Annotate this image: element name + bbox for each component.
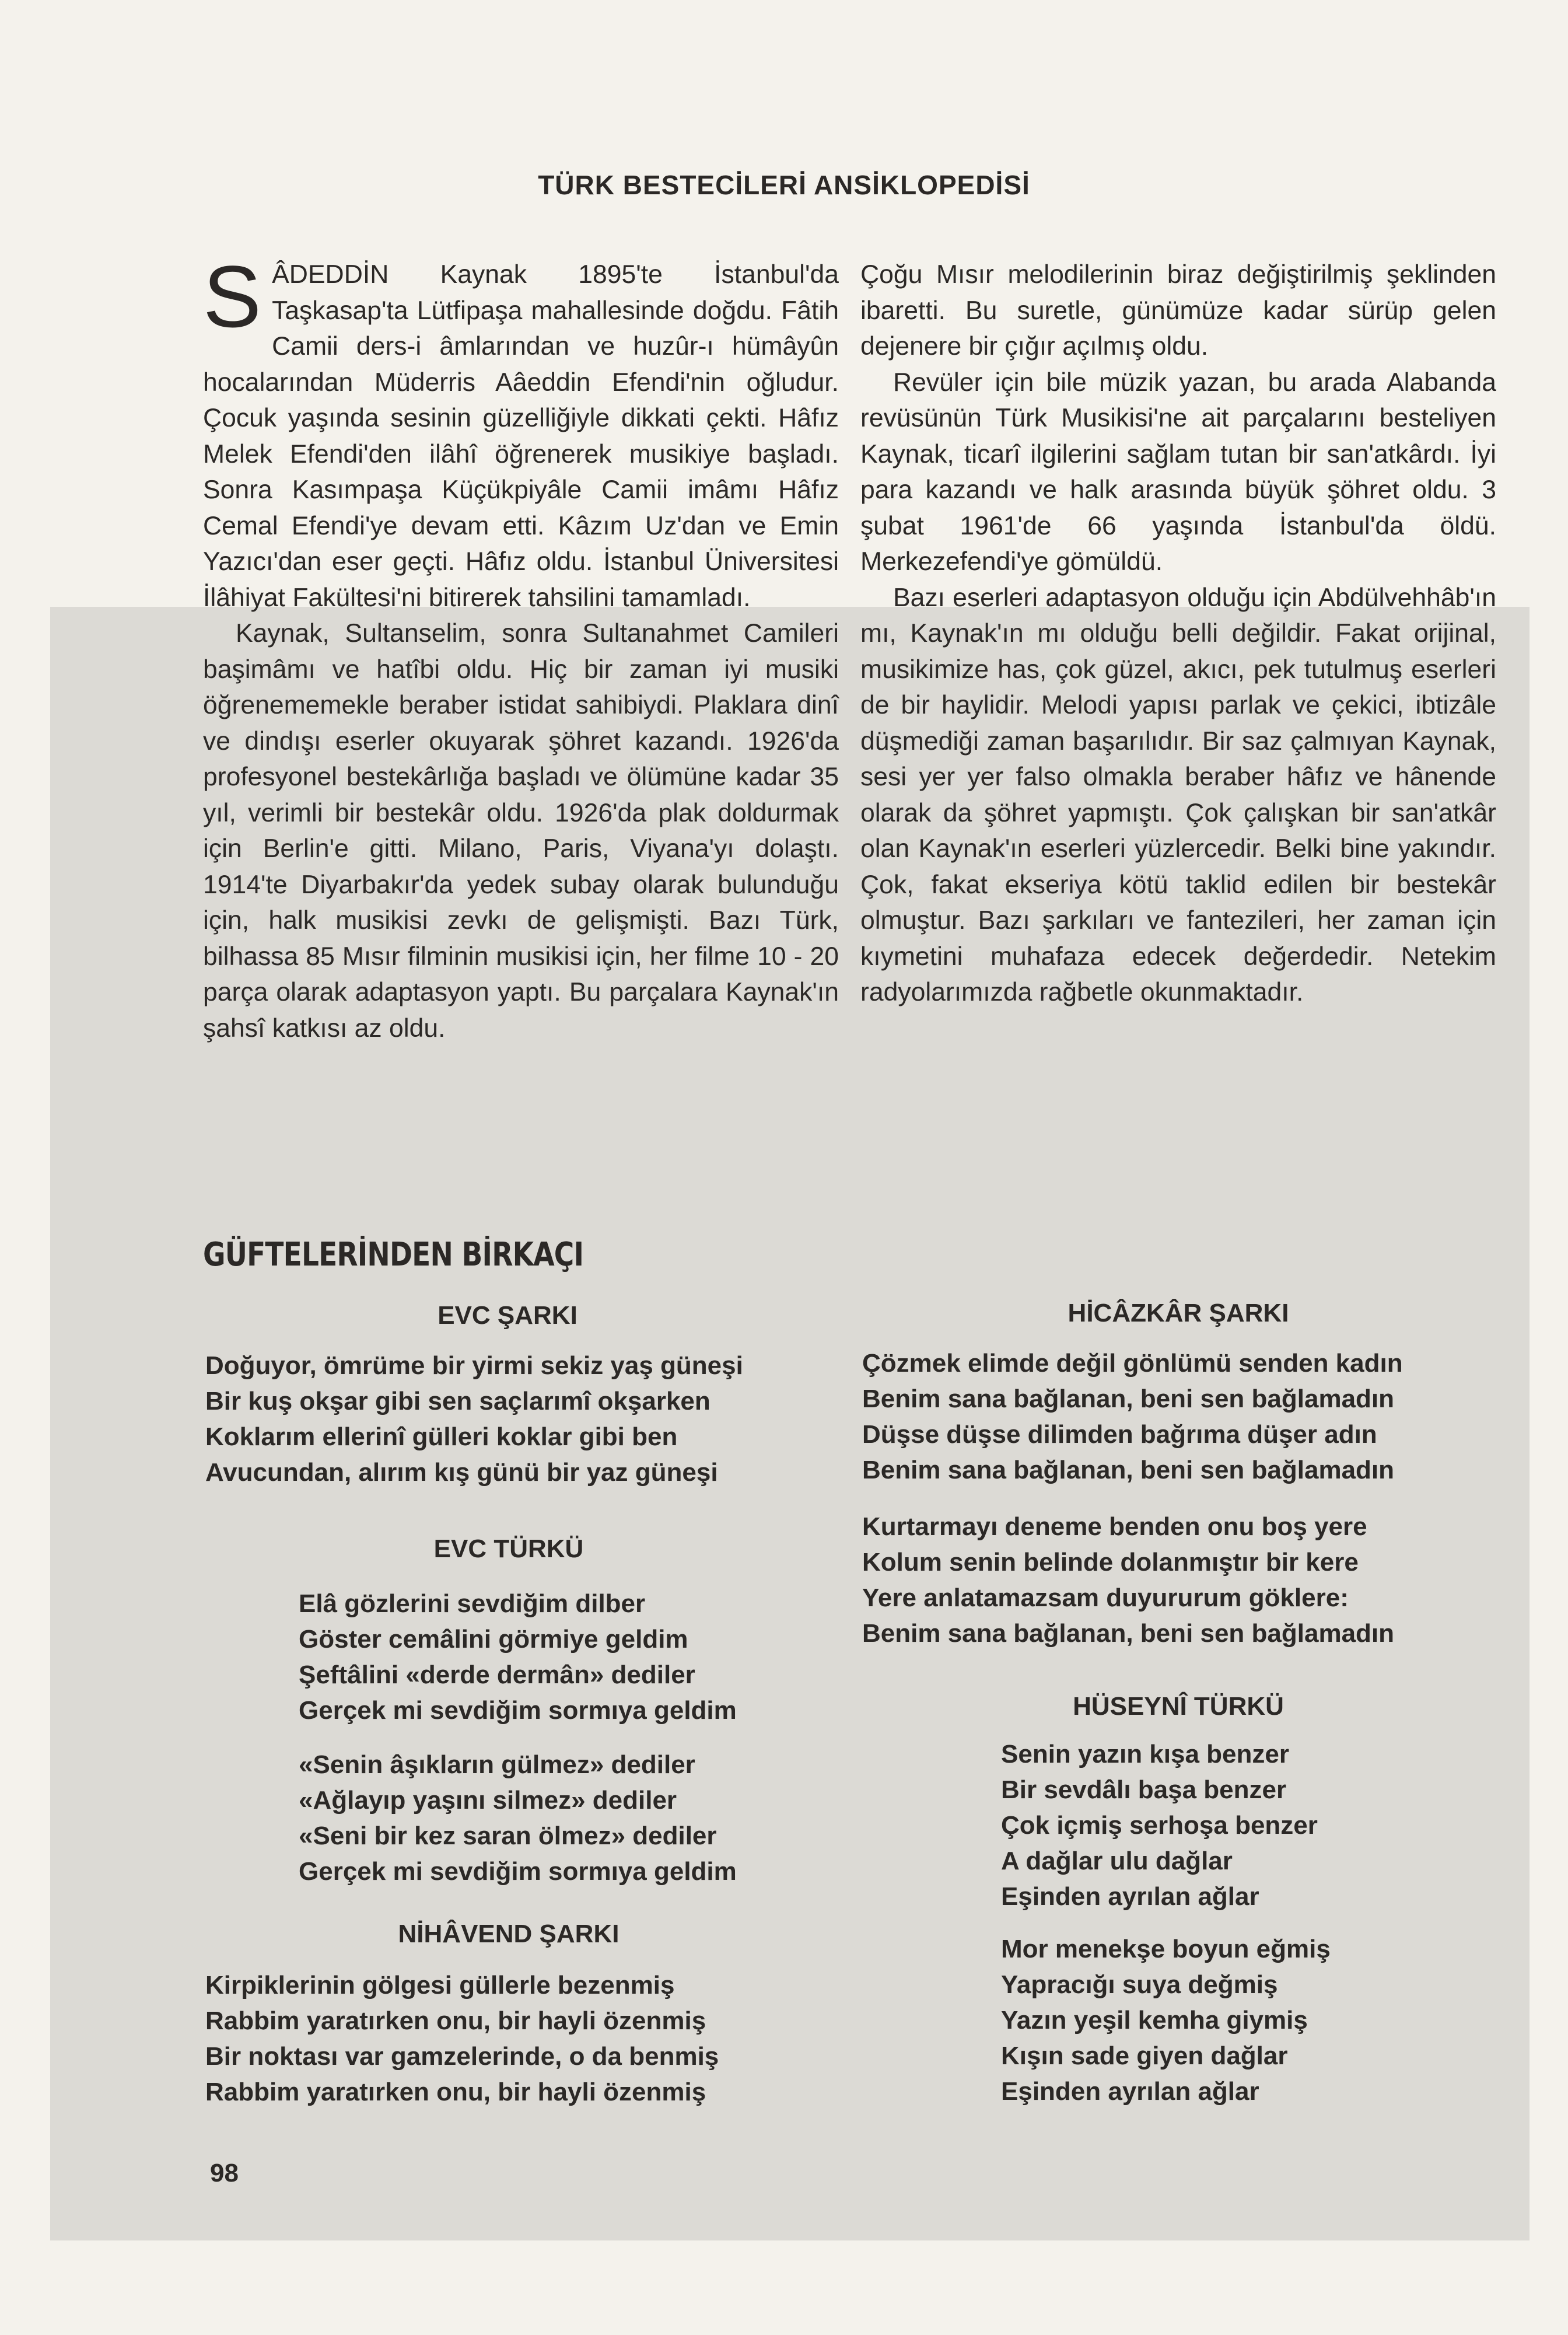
verse-line: Kirpiklerinin gölgesi güllerle bezenmiş	[205, 1971, 675, 2000]
verse-line: Çok içmiş serhoşa benzer	[1001, 1811, 1318, 1840]
poem-hicazkar-sarki-stanza-1	[862, 1345, 1403, 1488]
bio-column-left	[203, 247, 839, 1046]
bio-paragraph-5: Bazı eserleri adaptasyon olduğu için Abdülvehhâb'ın mı, Kaynak'ın mı olduğu belli değildir. Fakat orijinal, musikimize has, çok güzel, akıcı, pek tutulmuş eserleri de bir haylidir. Melodi yapısı parlak ve çekici, ibtizâle düşmediği zaman başarılıdır. Bir saz çalmıyan Kaynak, sesi yer yer falso olmakla beraber hâfız ve hânende olarak da şöhret yapmıştı. Çok çalışkan bir san'atkâr olan Kaynak'ın eserleri yüzlercedir. Belki bine yakındır. Çok, fakat ekseriya kötü taklid edilen bir bestekâr olmuştur. Bazı şarkıları ve fantezileri, her zaman için kıymetini muhafaza edecek değerdedir. Netekim radyolarımızda rağbetle okunmaktadır.	[860, 583, 1496, 1006]
verse-line: Göster cemâlini görmiye geldim	[299, 1625, 688, 1654]
poem-evc-sarki	[205, 1348, 743, 1490]
verse-line: Yazın yeşil kemha giymiş	[1001, 2006, 1308, 2035]
bio-paragraph-3: Çoğu Mısır melodilerinin biraz değiştirilmiş şeklinden ibaretti. Bu suretle, günümüze kadar sürüp gelen dejenere bir çığır açılmış oldu.	[860, 260, 1496, 361]
verse-line: Çözmek elimde değil gönlümü senden kadın	[862, 1349, 1403, 1378]
poem-huseyni-turku-stanza-1	[1001, 1736, 1318, 1914]
poem-title-evc-turku: EVC TÜRKÜ	[433, 1534, 584, 1563]
poem-huseyni-turku-stanza-2	[1001, 1931, 1331, 2109]
verse-line: Benim sana bağlanan, beni sen bağlamadın	[862, 1385, 1395, 1413]
poem-title-huseyni-turku: HÜSEYNÎ TÜRKÜ	[1073, 1692, 1284, 1721]
verse-line: Benim sana bağlanan, beni sen bağlamadın	[862, 1456, 1395, 1484]
verse-line: Şeftâlini «derde dermân» dediler	[299, 1661, 695, 1689]
verse-line: Bir kuş okşar gibi sen saçlarımî okşarken	[205, 1387, 710, 1415]
bio-paragraph-2: Kaynak, Sultanselim, sonra Sultanahmet Camileri başimâmı ve hatîbi oldu. Hiç bir zaman iyi musiki öğrenememekle beraber istidat sahibiydi. Plaklara dinî ve dindışı eserler okuyarak şöhret kazandı. 1926'da profesyonel bestekârlığa başladı ve ölümüne kadar 35 yıl, verimli bir bestekâr oldu. 1926'da plak doldurmak için Berlin'e gitti. Milano, Paris, Viyana'yı dolaştı. 1914'te Diyarbakır'da yedek subay olarak bulunduğu için, halk musikisi zevkı de gelişmişti. Bazı Türk, bilhassa 85 Mısır filminin musikisi için, her filme 10 - 20 parça olarak adaptasyon yaptı. Bu parçalara Kaynak'ın şahsî katkısı az oldu.	[203, 619, 839, 1043]
bio-column-right	[860, 257, 1496, 1011]
page-number: 98	[210, 2159, 239, 2187]
verse-line: Rabbim yaratırken onu, bir hayli özenmiş	[205, 2007, 706, 2035]
verse-line: Yapracığı suya değmiş	[1001, 1970, 1278, 1999]
verse-line: Yere anlatamazsam duyururum göklere:	[862, 1584, 1349, 1612]
poem-evc-turku-stanza-2	[299, 1747, 737, 1889]
lyrics-section-title: GÜFTELERİNDEN BİRKAÇI	[203, 1236, 584, 1274]
verse-line: Düşse düşse dilimden bağrıma düşer adın	[862, 1420, 1377, 1449]
verse-line: Gerçek mi sevdiğim sormıya geldim	[299, 1696, 737, 1725]
poem-title-evc-sarki: EVC ŞARKI	[438, 1301, 578, 1330]
bio-paragraph-1	[203, 247, 839, 616]
verse-line: Mor menekşe boyun eğmiş	[1001, 1935, 1331, 1963]
bio-paragraph-4: Revüler için bile müzik yazan, bu arada Alabanda revüsünün Türk Musikisi'ne ait parçalarını besteliyen Kaynak, ticarî ilgilerini sağlam tutan bir san'atkârdı. İyi para kazandı ve halk arasında büyük şöhret oldu. 3 şubat 1961'de 66 yaşında İstanbul'da öldü. Merkezefendi'ye gömüldü.	[860, 368, 1496, 576]
verse-line: Avucundan, alırım kış günü bir yaz güneşi	[205, 1458, 718, 1487]
poem-nihavend-sarki	[205, 1967, 719, 2110]
poem-title-hicazkar-sarki: HİCÂZKÂR ŞARKI	[1068, 1299, 1289, 1327]
verse-line: Doğuyor, ömrüme bir yirmi sekiz yaş güneşi	[205, 1351, 743, 1380]
poem-evc-turku-stanza-1	[299, 1586, 737, 1728]
page-header: TÜRK BESTECİLERİ ANSİKLOPEDİSİ	[538, 170, 1030, 200]
verse-line: «Ağlayıp yaşını silmez» dediler	[299, 1786, 677, 1815]
verse-line: «Seni bir kez saran ölmez» dediler	[299, 1822, 717, 1850]
verse-line: Koklarım ellerinî gülleri koklar gibi ben	[205, 1422, 678, 1451]
verse-line: Bir sevdâlı başa benzer	[1001, 1775, 1287, 1804]
drop-cap: S	[203, 247, 262, 345]
verse-line: Eşinden ayrılan ağlar	[1001, 1882, 1259, 1911]
bio-paragraph-1-text: ÂDEDDİN Kaynak 1895'te İstanbul'da Taşkasap'ta Lütfipaşa mahallesinde doğdu. Fâtih Camii ders-i âmlarından ve huzûr-ı hümâyûn hocalarından Müderris Aâeddin Efendi'nin oğludur. Çocuk yaşında sesinin güzelliğiyle dikkati çekti. Hâfız Melek Efendi'den ilâhî öğrenerek musikiye başladı. Sonra Kasımpaşa Küçükpiyâle Camii imâmı Hâfız Cemal Efendi'ye devam etti. Kâzım Uz'dan ve Emin Yazıcı'dan eser geçti. Hâfız oldu. İstanbul Üniversitesi İlâhiyat Fakültesi'ni bitirerek tahsilini tamamladı.	[203, 260, 839, 612]
verse-line: Senin yazın kışa benzer	[1001, 1740, 1289, 1768]
poem-hicazkar-sarki-stanza-2	[862, 1509, 1394, 1651]
verse-line: Benim sana bağlanan, beni sen bağlamadın	[862, 1619, 1395, 1648]
verse-line: Elâ gözlerini sevdiğim dilber	[299, 1589, 646, 1618]
verse-line: Bir noktası var gamzelerinde, o da benmiş	[205, 2042, 719, 2071]
verse-line: Kurtarmayı deneme benden onu boş yere	[862, 1512, 1367, 1541]
verse-line: Eşinden ayrılan ağlar	[1001, 2077, 1259, 2106]
verse-line: Kolum senin belinde dolanmıştır bir kere	[862, 1548, 1359, 1577]
poem-title-nihavend-sarki: NİHÂVEND ŞARKI	[398, 1920, 620, 1948]
verse-line: «Senin âşıkların gülmez» dediler	[299, 1750, 695, 1779]
verse-line: A dağlar ulu dağlar	[1001, 1847, 1233, 1875]
verse-line: Rabbim yaratırken onu, bir hayli özenmiş	[205, 2078, 706, 2106]
verse-line: Gerçek mi sevdiğim sormıya geldim	[299, 1857, 737, 1886]
verse-line: Kışın sade giyen dağlar	[1001, 2042, 1288, 2070]
